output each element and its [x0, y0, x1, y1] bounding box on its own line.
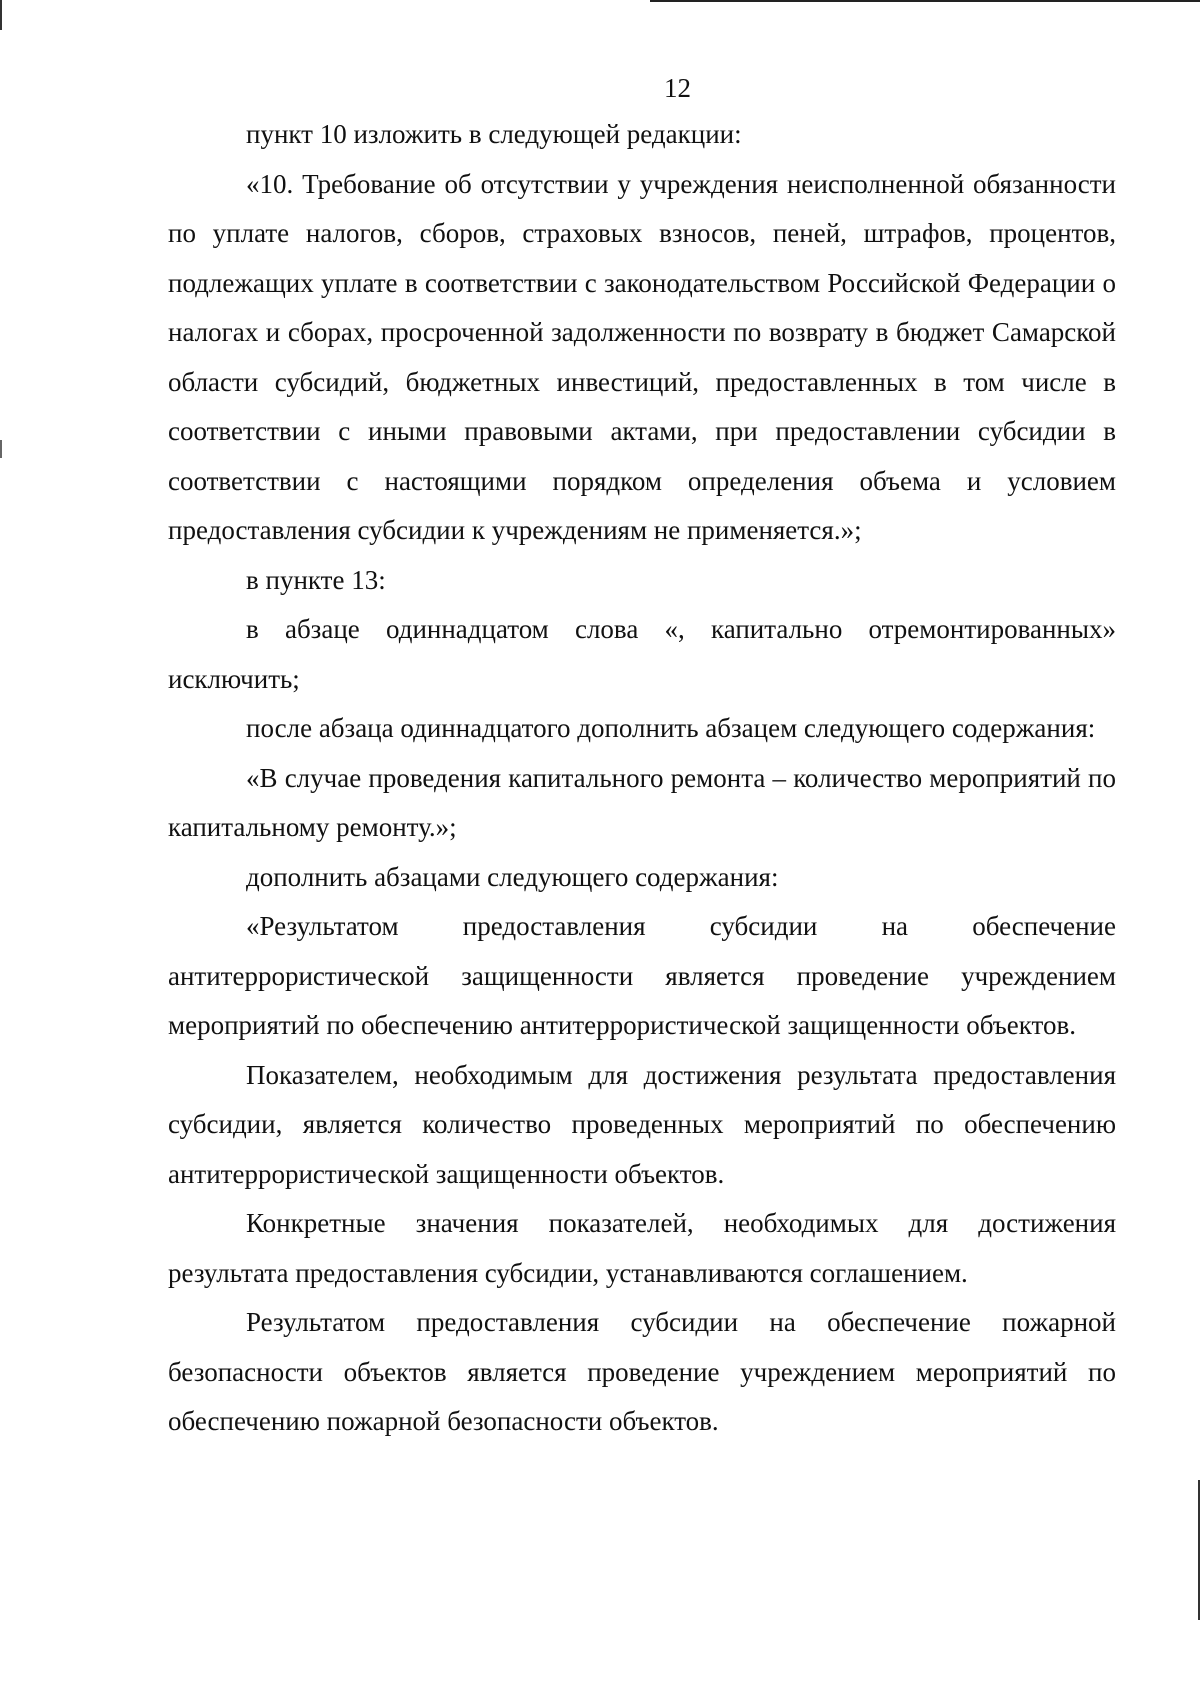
- paragraph-exclude-words: в абзаце одиннадцатом слова «, капитально отремонтированных» исключить;: [168, 614, 1116, 694]
- scan-edge-mark-left: [0, 0, 2, 30]
- paragraph-add-paragraphs: дополнить абзацами следующего содержания:: [246, 861, 779, 892]
- page-number: 12: [664, 73, 691, 103]
- paragraph-item-13-intro: в пункте 13:: [246, 564, 386, 595]
- paragraph-capital-repair: «В случае проведения капитального ремонта – количество мероприятий по капитальному ремонту.»;: [168, 762, 1116, 842]
- scan-edge-line-top: [650, 0, 1200, 2]
- paragraph-fire-safety-result: Результатом предоставления субсидии на обеспечение пожарной безопасности объектов является проведение учреждением мероприятий по обеспечению пожарной безопасности объектов.: [168, 1307, 1116, 1436]
- scan-edge-mark-left-2: [0, 440, 2, 458]
- paragraph-add-after: после абзаца одиннадцатого дополнить абзацем следующего содержания:: [246, 713, 1096, 743]
- paragraph-item-10-text: «10. Требование об отсутствии у учреждения неисполненной обязанности по уплате налогов, сборов, страховых взносов, пеней, штрафов, процентов, подлежащих уплате в соответствии с законодательством Российской Федерации о налогах и сборах, просроченной задолженности по возврату в бюджет Самарской области субсидий, бюджетных инвестиций, предоставленных в том числе в соответствии с иными правовыми актами, при предоставлении субсидии в соответствии с настоящими порядком определения объема и условием предоставления субсидии к учреждениям не применяется.»;: [168, 168, 1116, 545]
- document-body: [168, 110, 1116, 1447]
- paragraph-antiterror-result: «Результатом предоставления субсидии на обеспечение антитеррористической защищенности является проведение учреждением мероприятий по обеспечению антитеррористической защищенности объектов.: [168, 911, 1116, 1040]
- paragraph-item-10-intro: пункт 10 изложить в следующей редакции:: [246, 119, 742, 149]
- paragraph-specific-values: Конкретные значения показателей, необходимых для достижения результата предоставления субсидии, устанавливаются соглашением.: [168, 1208, 1116, 1288]
- paragraph-indicator: Показателем, необходимым для достижения результата предоставления субсидии, является количество проведенных мероприятий по обеспечению антитеррористической защищенности объектов.: [168, 1059, 1116, 1189]
